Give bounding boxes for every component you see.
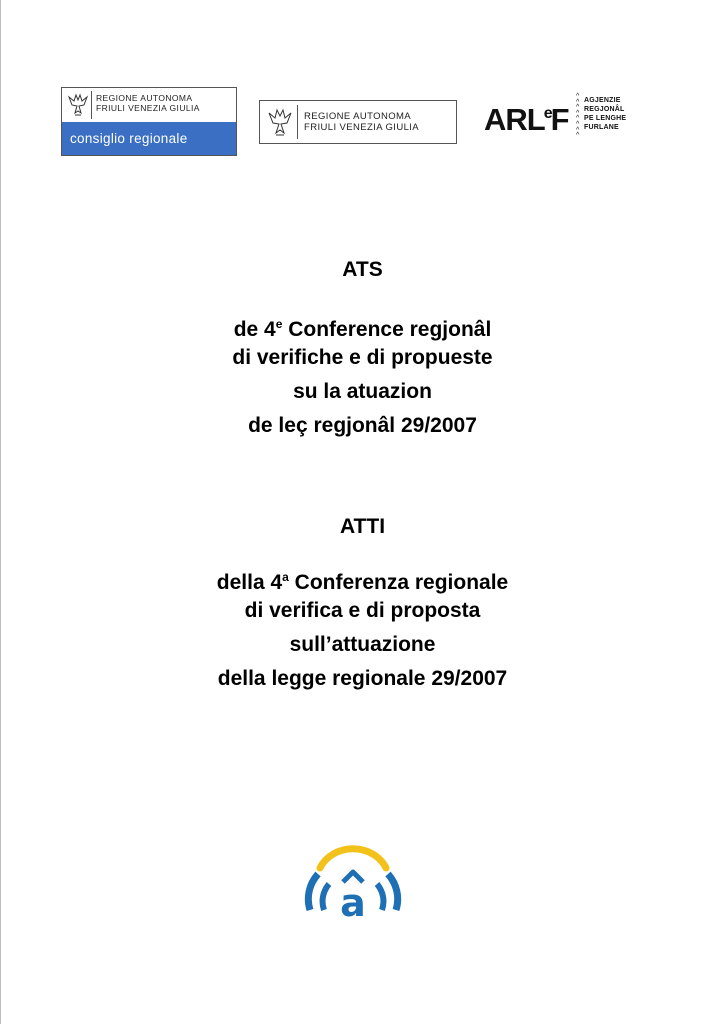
regione-logo — [259, 100, 457, 144]
friulian-line-3: su la atuazion — [293, 380, 432, 403]
italian-heading: ATTI — [339, 515, 386, 538]
friulian-line-1: de 4e Conference regjonâl — [233, 317, 492, 341]
friulian-heading: ATS — [342, 258, 383, 281]
logo-line-1: REGIONE AUTONOMA — [96, 93, 193, 103]
friulian-line-4: de leç regjonâl 29/2007 — [248, 414, 477, 437]
italian-line-2: di verifica e di proposta — [244, 599, 481, 622]
eagle-emblem-icon — [263, 105, 298, 139]
logo-line-1: REGIONE AUTONOMA — [304, 111, 412, 122]
logo-header — [62, 88, 236, 122]
svg-text:a: a — [340, 881, 366, 920]
logo-text — [304, 111, 419, 133]
logo-text — [96, 93, 200, 113]
arlef-logo — [484, 92, 634, 140]
logo-band-label: consiglio regionale — [70, 131, 188, 146]
italian-title-block — [0, 510, 725, 696]
arlef-subtitle: AGJENZIE REGJONÂL PE LENGHE FURLANE — [584, 97, 627, 131]
logo-line-2: FRIULI VENEZIA GIULIA — [96, 103, 200, 113]
italian-line-1: della 4$^a$ Conferenza regionale — [216, 570, 509, 594]
italian-line-3: sull’attuazione — [289, 633, 436, 656]
friulian-a-circumflex-logo-icon — [298, 838, 408, 920]
italian-line-4: della legge regionale 29/2007 — [217, 667, 508, 690]
logo-line-2: FRIULI VENEZIA GIULIA — [304, 122, 420, 133]
eagle-emblem-icon — [65, 91, 92, 119]
friulian-line-2: di verifiche e di propueste — [232, 346, 493, 369]
logo-band — [62, 122, 236, 155]
arlef-chevrons-icon: ^ ^ ^ ^ ^ ^ ^ ^ — [576, 93, 580, 140]
friulian-title-block — [0, 253, 725, 443]
consiglio-regionale-logo — [61, 87, 237, 156]
arlef-wordmark: ARL$^e$F — [484, 102, 569, 137]
